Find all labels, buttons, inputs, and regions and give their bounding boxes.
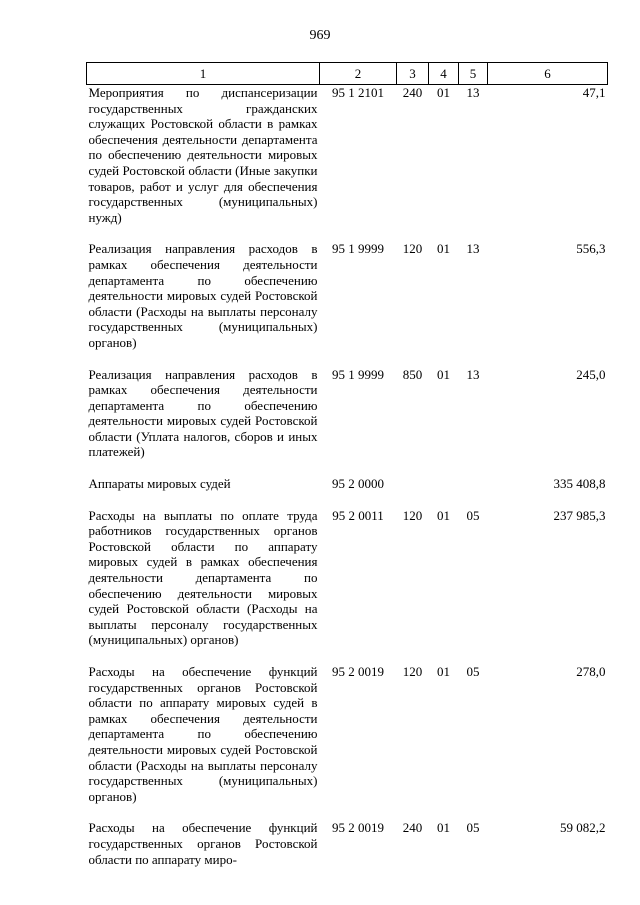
table-row <box>87 508 608 648</box>
column-header-target-article: 2 <box>320 63 397 85</box>
table-row <box>87 241 608 350</box>
row-section <box>429 476 459 492</box>
row-subsection: 05 <box>466 820 480 836</box>
row-target-article: 95 1 2101 <box>332 85 384 100</box>
row-target-article: 95 2 0019 <box>332 664 384 679</box>
budget-table <box>86 62 608 867</box>
row-amount: 556,3 <box>576 241 606 257</box>
row-section: 01 <box>437 241 450 257</box>
row-subsection <box>459 476 488 492</box>
table-row <box>87 367 608 461</box>
row-target-article: 95 2 0011 <box>332 507 384 523</box>
row-expense-type <box>397 476 429 492</box>
row-name: Аппараты мировых судей <box>88 476 231 492</box>
page-number: 969 <box>309 28 331 43</box>
row-expense-type: 850 <box>402 366 423 382</box>
row-name: Расходы на выплаты по оплате труда работников государственных органов Ростовской области по аппарату мировых судей в рамках обеспечения деятельности департамента по обеспечению деятельности мировых судей Ростовской области (Расходы на выплаты персоналу государственных (муниципальных) органов) <box>88 507 318 648</box>
row-section: 01 <box>437 820 450 836</box>
table-header-row <box>87 63 608 85</box>
row-target-article: 95 2 0000 <box>332 476 384 492</box>
row-expense-type: 240 <box>402 85 423 100</box>
row-target-article: 95 1 9999 <box>332 366 384 382</box>
row-expense-type: 120 <box>402 241 423 257</box>
column-header-subsection: 5 <box>459 63 488 85</box>
column-header-name: 1 <box>87 63 320 85</box>
row-subsection: 13 <box>466 85 480 100</box>
row-subsection: 05 <box>466 507 480 523</box>
row-expense-type: 120 <box>402 664 423 679</box>
row-name: Расходы на обеспечение функций государственных органов Ростовской области по аппарату миро- <box>88 820 318 867</box>
row-target-article: 95 2 0019 <box>332 820 384 836</box>
row-subsection: 13 <box>466 241 480 257</box>
column-header-section: 4 <box>429 63 459 85</box>
table-row <box>87 85 608 226</box>
row-expense-type: 120 <box>402 507 423 523</box>
row-name: Расходы на обеспечение функций государственных органов Ростовской области по аппарату мировых судей в рамках обеспечения деятельности департамента по обеспечению деятельности мировых судей Ростовской области (Расходы на выплаты персоналу государственных (муниципальных) органов) <box>88 664 318 804</box>
row-section: 01 <box>437 85 450 100</box>
column-header-amount: 6 <box>488 63 608 85</box>
row-name: Реализация направления расходов в рамках обеспечения деятельности департамента по обеспечению деятельности мировых судей Ростовской области (Расходы на выплаты персоналу государственных (муниципальных) органов) <box>88 241 318 350</box>
row-section: 01 <box>437 664 450 679</box>
row-subsection: 05 <box>466 664 480 679</box>
row-section: 01 <box>437 366 450 382</box>
table-row <box>87 476 608 492</box>
row-amount: 278,0 <box>576 664 606 679</box>
row-name: Реализация направления расходов в рамках обеспечения деятельности департамента по обеспечению деятельности мировых судей Ростовской области (Уплата налогов, сборов и иных платежей) <box>88 366 318 460</box>
row-amount: 59 082,2 <box>560 820 606 836</box>
row-amount: 47,1 <box>582 85 606 100</box>
row-amount: 237 985,3 <box>553 507 606 523</box>
row-amount: 245,0 <box>576 366 606 382</box>
column-header-expense-type: 3 <box>397 63 429 85</box>
row-expense-type: 240 <box>402 820 423 836</box>
table-row <box>87 820 608 867</box>
row-amount: 335 408,8 <box>553 476 606 492</box>
row-subsection: 13 <box>466 366 480 382</box>
table-row <box>87 664 608 804</box>
row-section: 01 <box>437 507 450 523</box>
row-name: Мероприятия по диспансеризации государственных гражданских служащих Ростовской области в рамках обеспечения деятельности департамента по обеспечению деятельности мировых судей Ростовской области (Иные закупки товаров, работ и услуг для обеспечения государственных (муниципальных) нужд) <box>88 85 318 225</box>
row-target-article: 95 1 9999 <box>332 241 384 257</box>
